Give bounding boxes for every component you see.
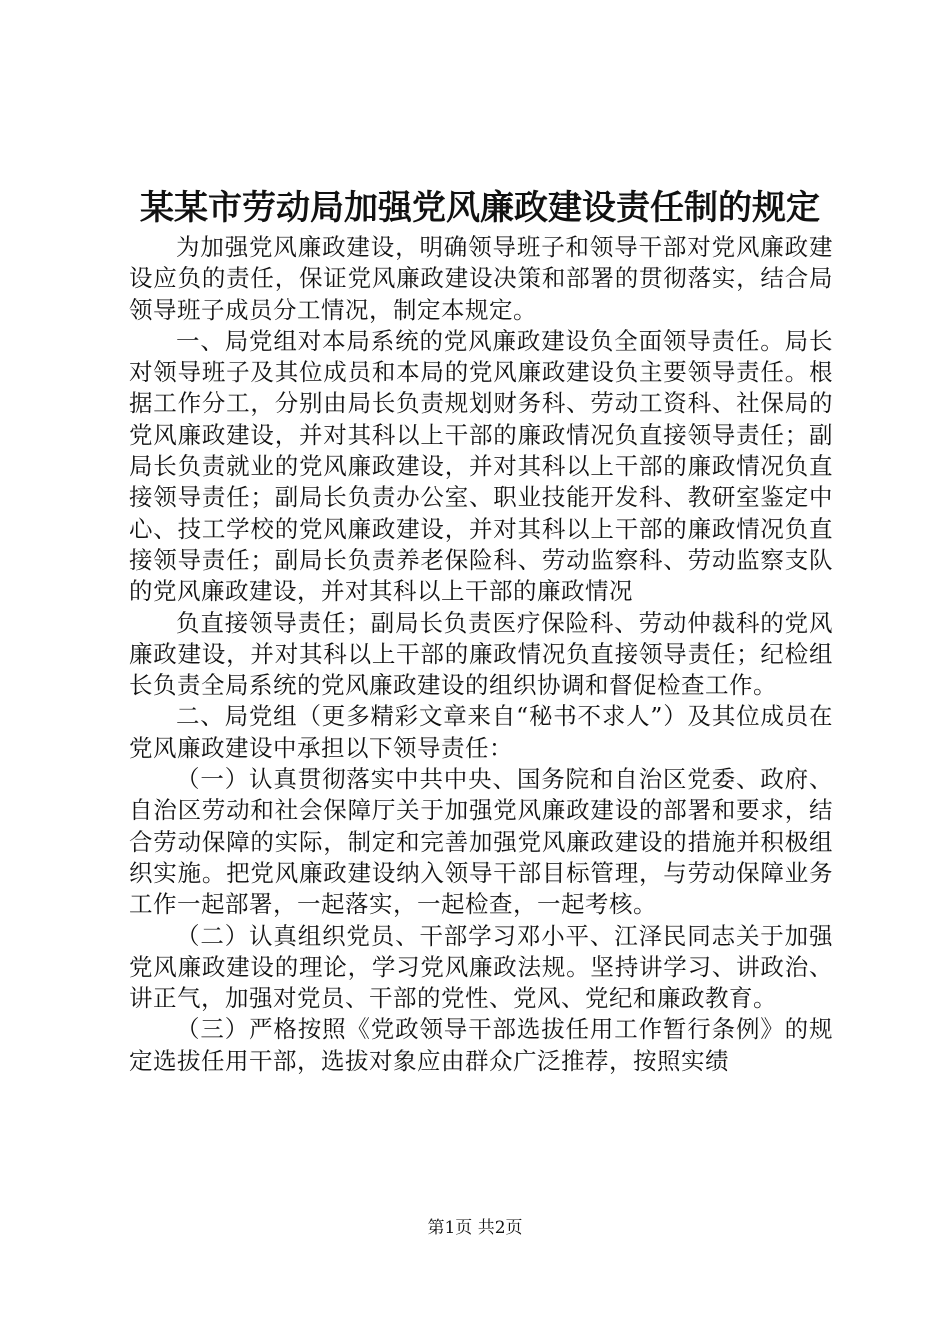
paragraph: （一）认真贯彻落实中共中央、国务院和自治区党委、政府、自治区劳动和社会保障厅关于加强党风廉政建设的部署和要求，结合劳动保障的实际，制定和完善加强党风廉政建设的措施并积极组织实施。把党风廉政建设纳入领导干部目标管理，与劳动保障业务工作一起部署，一起落实，一起检查，一起考核。 [129,765,833,919]
paragraph: 为加强党风廉政建设，明确领导班子和领导干部对党风廉政建设应负的责任，保证党风廉政建设决策和部署的贯彻落实，结合局领导班子成员分工情况，制定本规定。 [129,233,833,324]
page-footer: 第1页 共2页 [427,1218,523,1238]
paragraph: 一、局党组对本局系统的党风廉政建设负全面领导责任。局长对领导班子及其位成员和本局的党风廉政建设负主要领导责任。根据工作分工，分别由局长负责规划财务科、劳动工资科、社保局的党风廉政建设，并对其科以上干部的廉政情况负直接领导责任；副局长负责就业的党风廉政建设，并对其科以上干部的廉政情况负直接领导责任；副局长负责办公室、职业技能开发科、教研室鉴定中心、技工学校的党风廉政建设，并对其科以上干部的廉政情况负直接领导责任；副局长负责养老保险科、劳动监察科、劳动监察支队的党风廉政建设，并对其科以上干部的廉政情况 [129,326,833,606]
paragraph: （三）严格按照《党政领导干部选拔任用工作暂行条例》的规定选拔任用干部，选拔对象应由群众广泛推荐，按照实绩 [129,1015,833,1075]
paragraph: （二）认真组织党员、干部学习邓小平、江泽民同志关于加强党风廉政建设的理论，学习党风廉政法规。坚持讲学习、讲政治、讲正气，加强对党员、干部的党性、党风、党纪和廉政教育。 [129,921,833,1013]
document-title: 某某市劳动局加强党风廉政建设责任制的规定 [140,188,820,228]
document-body [129,232,833,1077]
paragraph: 负直接领导责任；副局长负责医疗保险科、劳动仲裁科的党风廉政建设，并对其科以上干部的廉政情况负直接领导责任；纪检组长负责全局系统的党风廉政建设的组织协调和督促检查工作。 [129,608,833,700]
paragraph: 二、局党组（更多精彩文章来自“秘书不求人”）及其位成员在党风廉政建设中承担以下领导责任： [129,702,833,762]
